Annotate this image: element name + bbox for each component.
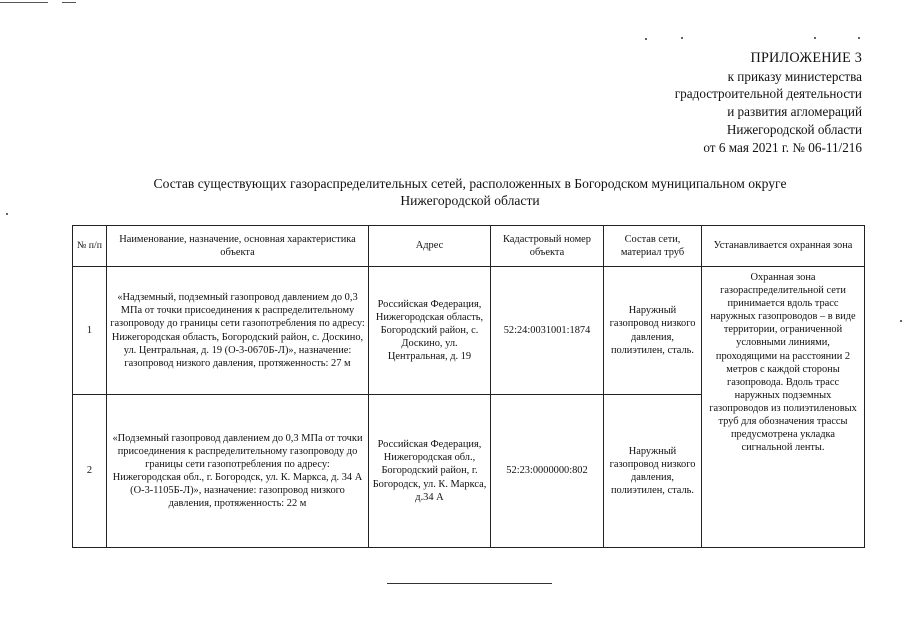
scan-dot bbox=[645, 38, 647, 40]
row-name: «Подземный газопровод давлением до 0,3 МПа от точки присоединения к распределительному газопроводу до границы сети газопотребления по адресу: Нижегородская обл., г. Богородск, ул. К. Маркса, д. 34 А (О-3-1105Б-Л)», назначение: газопровод низкого давления, протяженность: 22 м bbox=[107, 395, 369, 548]
header-address: Адрес bbox=[369, 226, 491, 267]
zone-description: Охранная зона газораспределительной сети принимается вдоль трасс наружных газопроводов – в виде территории, ограниченной условными линиями, проходящими на расстоянии 2 метров с каждой стороны газопровода. Вдоль трасс наружных подземных газопроводов из полиэтиленовых труб для обозначения трассы предусмотрена укладка сигнальной ленты. bbox=[702, 267, 865, 548]
header-cadastral: Кадастровый номер объекта bbox=[491, 226, 604, 267]
header-name: Наименование, назначение, основная характеристика объекта bbox=[107, 226, 369, 267]
scan-dot bbox=[858, 37, 860, 39]
table-header-row bbox=[73, 226, 865, 267]
scan-dot bbox=[814, 37, 816, 39]
scan-mark-top-left bbox=[0, 2, 48, 3]
row-network: Наружный газопровод низкого давления, полиэтилен, сталь. bbox=[604, 395, 702, 548]
appendix-title: ПРИЛОЖЕНИЕ 3 bbox=[750, 50, 862, 66]
header-number: № п/п bbox=[73, 226, 107, 267]
scan-dot bbox=[681, 37, 683, 39]
row-cadastral: 52:23:0000000:802 bbox=[491, 395, 604, 548]
row-network: Наружный газопровод низкого давления, полиэтилен, сталь. bbox=[604, 267, 702, 395]
appendix-line: Нижегородской области bbox=[726, 121, 862, 137]
appendix-line: градостроительной деятельности bbox=[674, 86, 862, 102]
scan-dot bbox=[6, 213, 8, 215]
bottom-separator-line bbox=[387, 583, 552, 584]
document-title bbox=[70, 175, 870, 209]
gas-network-table bbox=[72, 225, 865, 548]
row-number: 2 bbox=[73, 395, 107, 548]
row-name: «Надземный, подземный газопровод давлением до 0,3 МПа от точки присоединения к распределительному газопроводу до границы сети газопотребления по адресу: Нижегородская область, Богородский район, с. Доскино, ул. Центральная, д. 19 (О-3-0670Б-Л)», назначение: газопровод низкого давления, протяженность: 27 м bbox=[107, 267, 369, 395]
row-cadastral: 52:24:0031001:1874 bbox=[491, 267, 604, 395]
document-title-line: Состав существующих газораспределительных сетей, расположенных в Богородском муниципальном округе bbox=[153, 176, 787, 191]
row-address: Российская Федерация, Нижегородская обл., Богородский район, г. Богородск, ул. К. Маркса, д.34 А bbox=[369, 395, 491, 548]
appendix-line: к приказу министерства bbox=[727, 68, 862, 84]
appendix-line: и развития агломераций bbox=[727, 104, 862, 120]
row-number: 1 bbox=[73, 267, 107, 395]
appendix-order-date: от 6 мая 2021 г. № 06-11/216 bbox=[703, 139, 862, 155]
scan-mark-top-left-2 bbox=[62, 2, 76, 3]
header-zone: Устанавливается охранная зона bbox=[702, 226, 865, 267]
appendix-block bbox=[675, 50, 862, 156]
scan-dot bbox=[900, 320, 902, 322]
table-row bbox=[73, 267, 865, 395]
document-title-line: Нижегородской области bbox=[400, 193, 540, 208]
header-network: Состав сети, материал труб bbox=[604, 226, 702, 267]
row-address: Российская Федерация, Нижегородская область, Богородский район, с. Доскино, ул. Центральная, д. 19 bbox=[369, 267, 491, 395]
